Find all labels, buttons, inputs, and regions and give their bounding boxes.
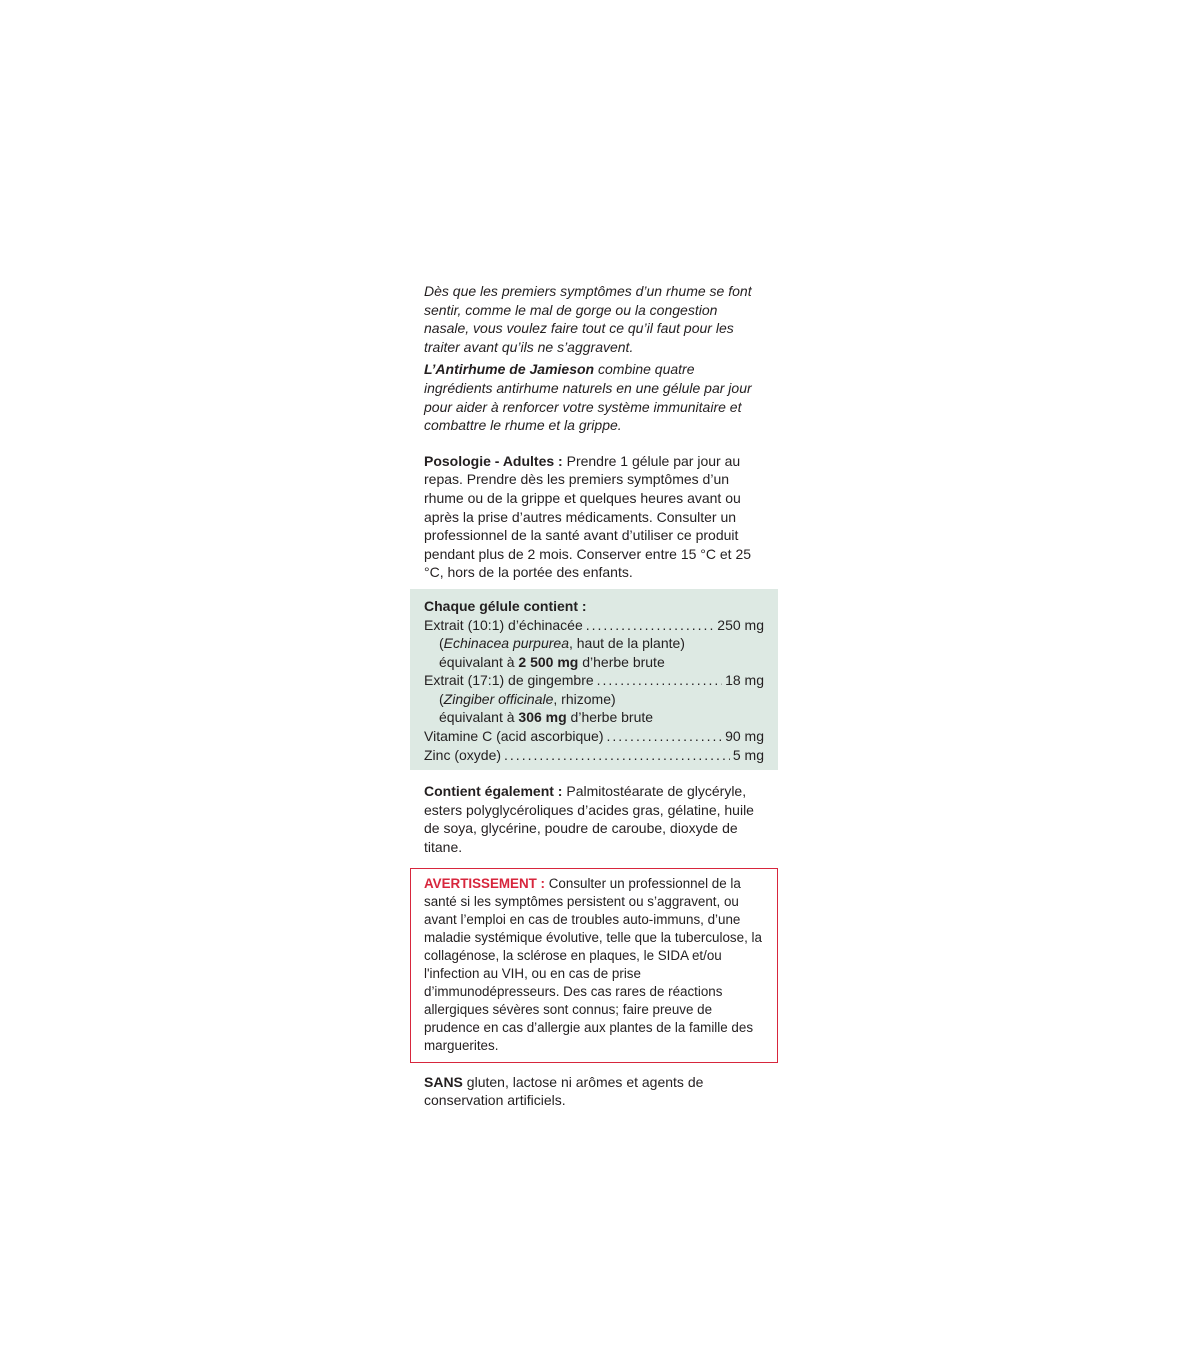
- ingredient-name: Zinc (oxyde): [424, 746, 502, 763]
- intro-paragraph-2: [424, 360, 764, 434]
- ingredient-amount: 18 mg: [725, 672, 764, 689]
- warning-label: AVERTISSEMENT :: [424, 875, 546, 891]
- intro-section: [410, 282, 778, 435]
- ingredients-title: Chaque gélule contient :: [424, 597, 587, 614]
- intro-paragraph-1: Dès que les premiers symptômes d’un rhume se font sentir, comme le mal de gorge ou la congestion nasale, vous voulez faire tout ce qu’il faut pour les traiter avant qu’ils ne s’aggravent.: [424, 283, 752, 355]
- ingredient-equivalence: [424, 708, 764, 727]
- latin-name: Echinacea purpurea: [443, 635, 569, 652]
- ingredient-row-echinacea: [424, 616, 764, 635]
- equiv-suffix: d’herbe brute: [566, 709, 654, 726]
- ingredient-amount: 250 mg: [717, 616, 764, 633]
- paren-open: (: [439, 690, 444, 707]
- ingredient-source: [424, 690, 764, 709]
- dosage-label: Posologie - Adultes :: [424, 452, 563, 469]
- leader-dots: [607, 727, 723, 746]
- paren-open: (: [439, 635, 444, 652]
- leader-dots: [504, 746, 730, 765]
- ingredient-name: Extrait (10:1) d’échinacée: [424, 616, 583, 633]
- plant-part: , rhizome): [553, 690, 616, 707]
- ingredient-name: Vitamine C (acid ascorbique): [424, 728, 604, 745]
- ingredient-row-ginger: [424, 671, 764, 690]
- leader-dots: [586, 616, 715, 635]
- free-from-text: gluten, lactose ni arômes et agents de conservation artificiels.: [424, 1073, 704, 1109]
- equiv-amount: 2 500 mg: [518, 653, 579, 670]
- ingredient-amount: 90 mg: [725, 728, 764, 745]
- ingredient-row-zinc: [424, 746, 764, 765]
- product-name: L’Antirhume de Jamieson: [424, 361, 595, 378]
- equiv-amount: 306 mg: [518, 709, 567, 726]
- dosage-section: [410, 452, 778, 582]
- ingredient-amount: 5 mg: [732, 746, 764, 763]
- warning-box: [410, 868, 778, 1063]
- other-ingredients-section: [410, 782, 778, 856]
- plant-part: , haut de la plante): [568, 635, 685, 652]
- other-ingredients-label: Contient également :: [424, 783, 563, 800]
- leader-dots: [597, 671, 722, 690]
- ingredient-row-vitamin-c: [424, 727, 764, 746]
- product-label-text: [410, 282, 778, 1110]
- dosage-text: Prendre 1 gélule par jour au repas. Prendre dès les premiers symptômes d’un rhume ou de la grippe et quelques heures avant ou après la prise d’autres médicaments. Consulter un professionnel de la santé avant d’utiliser ce produit pendant plus de 2 mois. Conserver entre 15 °C et 25 °C, hors de la portée des enfants.: [424, 452, 752, 581]
- free-from-label: SANS: [424, 1073, 463, 1090]
- equiv-suffix: d’herbe brute: [578, 653, 665, 670]
- other-ingredients-text: Palmitostéarate de glycéryle, esters polyglycéroliques d’acides gras, gélatine, huile de soya, glycérine, poudre de caroube, dioxyde de titane.: [424, 783, 754, 856]
- intro-paragraph-2-text: combine quatre ingrédients antirhume naturels en une gélule par jour pour aider à renforcer votre système immunitaire et combattre le rhume et la grippe.: [424, 361, 752, 434]
- latin-name: Zingiber officinale: [443, 690, 554, 707]
- equiv-prefix: équivalant à: [439, 709, 519, 726]
- ingredient-name: Extrait (17:1) de gingembre: [424, 672, 594, 689]
- ingredient-equivalence: [424, 653, 764, 672]
- ingredient-source: [424, 634, 764, 653]
- free-from-section: [410, 1073, 778, 1110]
- warning-text: Consulter un professionnel de la santé si les symptômes persistent ou s’aggravent, ou avant l’emploi en cas de troubles auto-immuns, d’une maladie systémique évolutive, telle que la tuberculose, la collagénose, la sclérose en plaques, le SIDA et/ou l'infection au VIH, ou en cas de prise d’immunodépresseurs. Des cas rares de réactions allergiques sévères sont connus; faire preuve de prudence en cas d’allergie aux plantes de la famille des marguerites.: [424, 875, 762, 1054]
- ingredients-box: [410, 589, 778, 770]
- equiv-prefix: équivalant à: [439, 653, 519, 670]
